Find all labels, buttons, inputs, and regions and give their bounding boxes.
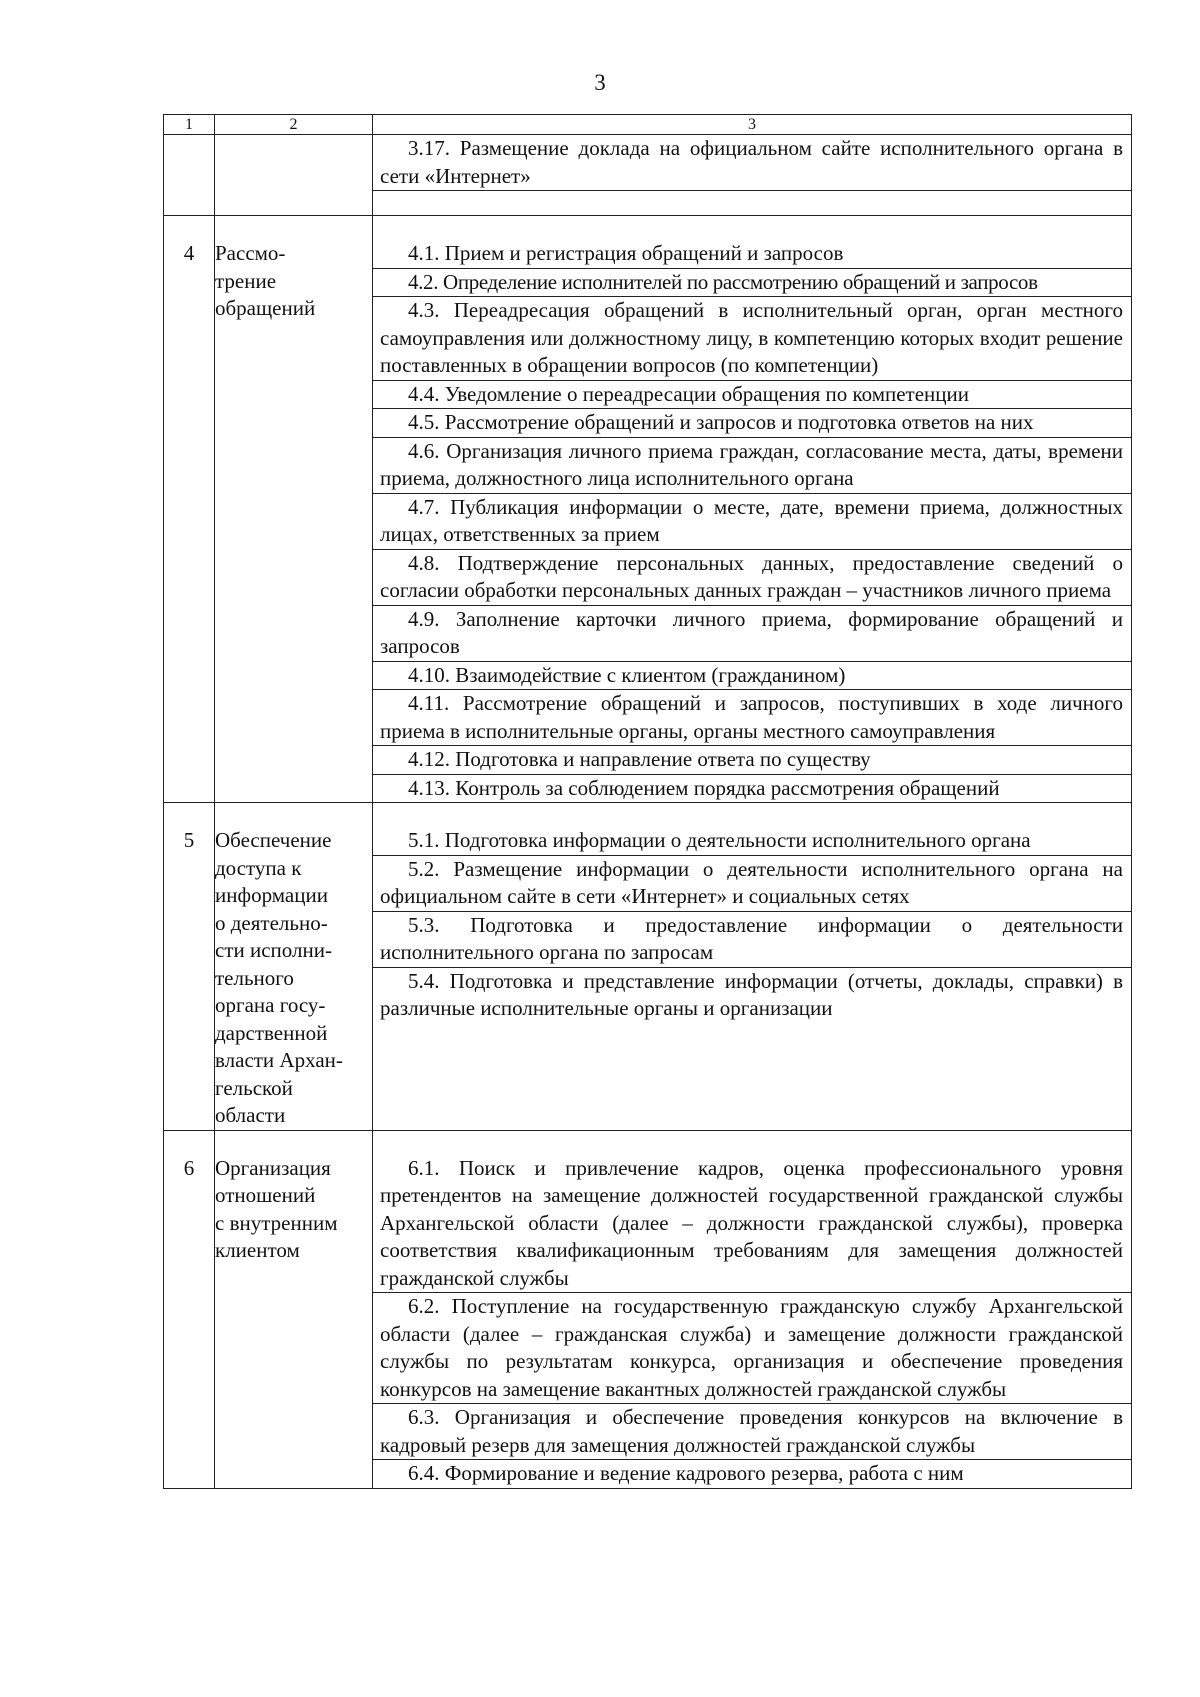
list-item: 4.3. Переадресация обращений в исполнительный орган, орган местного самоуправления или должностному лицу, в компетенцию которых входит решение поставленных в обращении вопросов (по компетенции) — [373, 297, 1131, 381]
list-item: 4.6. Организация личного приема граждан, согласование места, даты, времени приема, должностного лица исполнительного органа — [373, 438, 1131, 494]
list-item: 4.13. Контроль за соблюдением порядка рассмотрения обращений — [408, 775, 1000, 800]
list-item: 4.1. Прием и регистрация обращений и запросов — [373, 240, 1131, 269]
list-item: 3.17. Размещение доклада на официальном сайте исполнительного органа в сети «Интернет» — [373, 135, 1131, 191]
table-row-continuation — [164, 135, 1132, 216]
section-number: 5 — [183, 828, 195, 852]
functions-table — [163, 114, 1132, 1489]
header-cell-2: 2 — [215, 115, 373, 135]
list-item: 6.1. Поиск и привлечение кадров, оценка профессионального уровня претендентов на замещение должностей государственной гражданской службы Архангельской области (далее – должности гражданской службы), проверка соответствия квалификационным требованиям для замещения должностей гражданской службы — [373, 1155, 1131, 1294]
section-title: Рассмо- трение обращений — [215, 241, 316, 320]
list-item: 6.4. Формирование и ведение кадрового резерва, работа с ним — [408, 1461, 964, 1485]
list-item: 5.3. Подготовка и предоставление информации о деятельности исполнительного органа по запросам — [373, 912, 1131, 968]
list-item: 4.4. Уведомление о переадресации обращения по компетенции — [373, 381, 1131, 410]
section-title: Организация отношений с внутренним клиентом — [215, 1155, 338, 1262]
header-cell-1: 1 — [164, 115, 215, 135]
list-item: 4.10. Взаимодействие с клиентом (гражданином) — [373, 662, 1131, 691]
list-item: 6.2. Поступление на государственную гражданскую службу Архангельской области (далее – гражданская служба) и замещение должности гражданской службы по результатам конкурса, организация и обеспечение проведения конкурсов на замещение вакантных должностей гражданской службы — [373, 1293, 1131, 1404]
section-number: 6 — [183, 1155, 195, 1180]
list-item: 4.11. Рассмотрение обращений и запросов, поступивших в ходе личного приема в исполнительные органы, органы местного самоуправления — [373, 690, 1131, 746]
section-title: Обеспечение доступа к информации о деятельно- сти исполни- тельного органа госу- дарственной власти Архан- гельской области — [215, 828, 343, 1127]
list-item: 5.2. Размещение информации о деятельности исполнительного органа на официальном сайте в сети «Интернет» и социальных сетях — [373, 856, 1131, 912]
list-item: 4.7. Публикация информации о месте, дате, времени приема, должностных лицах, ответственных за прием — [373, 494, 1131, 550]
list-item: 4.2. Определение исполнителей по рассмотрению обращений и запросов — [373, 269, 1131, 298]
list-item: 6.3. Организация и обеспечение проведения конкурсов на включение в кадровый резерв для замещения должностей гражданской службы — [373, 1404, 1131, 1460]
table-header-row — [164, 115, 1132, 135]
page-number: 3 — [594, 70, 606, 95]
list-item: 5.4. Подготовка и представление информации (отчеты, доклады, справки) в различные исполнительные органы и организации — [380, 968, 1123, 1020]
table-row-section-5 — [164, 803, 1132, 1131]
list-item: 4.5. Рассмотрение обращений и запросов и подготовка ответов на них — [373, 409, 1131, 438]
list-item: 4.8. Подтверждение персональных данных, предоставление сведений о согласии обработки персональных данных граждан – участников личного приема — [373, 550, 1131, 606]
list-item: 4.9. Заполнение карточки личного приема, формирование обращений и запросов — [373, 606, 1131, 662]
list-item: 5.1. Подготовка информации о деятельности исполнительного органа — [373, 827, 1131, 856]
list-item: 4.12. Подготовка и направление ответа по существу — [373, 746, 1131, 775]
table-row-section-6 — [164, 1130, 1132, 1488]
table-row-section-4 — [164, 216, 1132, 803]
header-cell-3: 3 — [373, 115, 1132, 135]
section-number: 4 — [183, 241, 195, 265]
